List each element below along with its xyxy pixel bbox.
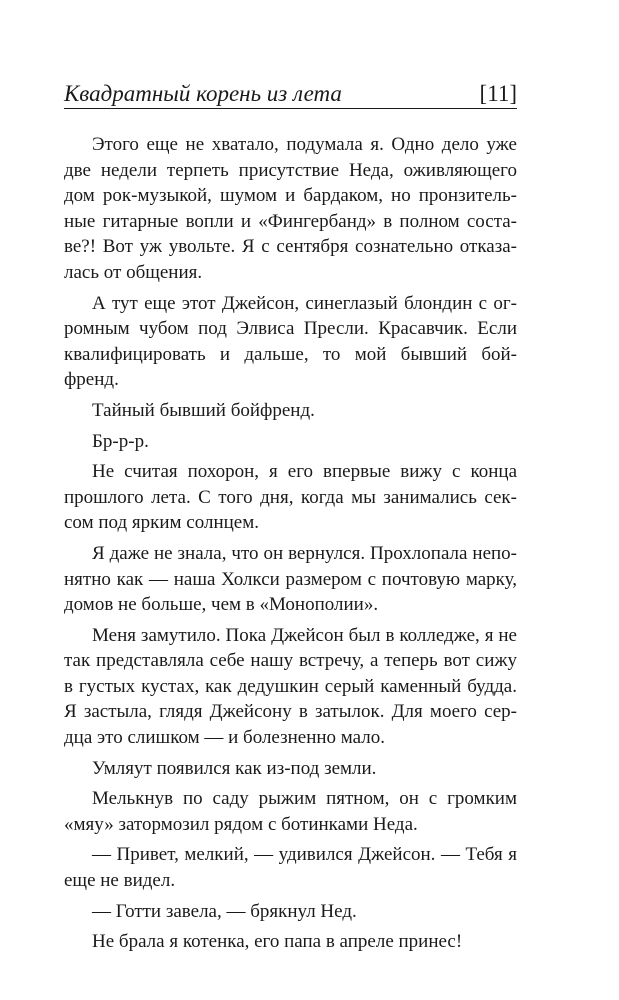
text-line: Не брала я котенка, его папа в апреле принес!	[92, 931, 463, 953]
paragraph	[64, 756, 517, 782]
paragraph	[64, 623, 517, 751]
paragraph	[64, 541, 517, 618]
text-line: Тайный бывший бойфренд.	[92, 399, 315, 421]
page-number: [11]	[479, 81, 517, 106]
paragraph	[64, 842, 517, 893]
text-line: А тут еще этот Джейсон, синеглазый блондин с ог-	[92, 292, 517, 314]
paragraph	[64, 786, 517, 837]
text-line: френд.	[64, 369, 119, 391]
text-line: Не считая похорон, я его впервые вижу с конца	[92, 461, 517, 483]
text-line: две недели терпеть присутствие Неда, оживляющего	[64, 159, 517, 181]
text-line: в густых кустах, как дедушкин серый каменный будда.	[64, 675, 517, 697]
text-line: еще не видел.	[64, 870, 176, 892]
text-line: дом рок-музыкой, шумом и бардаком, но пронзитель-	[64, 185, 517, 207]
text-line: прошлого лета. С того дня, когда мы занимались сек-	[64, 486, 517, 508]
body-text	[64, 132, 517, 960]
text-line: Мелькнув по саду рыжим пятном, он с громким	[92, 788, 517, 810]
text-line: — Готти завела, — брякнул Нед.	[92, 900, 357, 922]
paragraph	[64, 429, 517, 455]
text-line: домов не больше, чем в «Монополии».	[64, 594, 379, 616]
text-line: ве?! Вот уж увольте. Я с сентября сознательно отказа-	[64, 236, 517, 258]
paragraph	[64, 929, 517, 955]
header-rule	[64, 108, 517, 109]
text-line: так представляла себе нашу встречу, а теперь вот сижу	[64, 650, 517, 672]
running-header	[64, 80, 517, 110]
text-line: Я застыла, глядя Джейсону в затылок. Для моего сер-	[64, 701, 517, 723]
running-title: Квадратный корень из лета	[64, 81, 342, 106]
text-line: Я даже не знала, что он вернулся. Прохлопала непо-	[92, 542, 517, 564]
text-line: Меня замутило. Пока Джейсон был в колледже, я не	[92, 624, 517, 646]
text-line: сом под ярким солнцем.	[64, 512, 260, 534]
text-line: квалифицировать и дальше, то мой бывший бой-	[64, 343, 517, 365]
paragraph	[64, 291, 517, 393]
text-line: «мяу» затормозил рядом с ботинками Неда.	[64, 813, 418, 835]
paragraph	[64, 459, 517, 536]
text-line: ные гитарные вопли и «Фингербанд» в полном соста-	[64, 210, 517, 232]
paragraph	[64, 899, 517, 925]
text-line: — Привет, мелкий, — удивился Джейсон. — Тебя я	[92, 844, 517, 866]
text-line: лась от общения.	[64, 261, 203, 283]
text-line: дца это слишком — и болезненно мало.	[64, 727, 386, 749]
text-line: нятно как — наша Холкси размером с почтовую марку,	[64, 568, 517, 590]
text-line: Этого еще не хватало, подумала я. Одно дело уже	[92, 134, 517, 155]
paragraph	[64, 398, 517, 424]
text-line: ромным чубом под Элвиса Пресли. Красавчик. Если	[64, 318, 517, 340]
text-line: Умляут появился как из-под земли.	[92, 757, 377, 779]
text-line: Бр-р-р.	[92, 430, 149, 452]
paragraph	[64, 132, 517, 286]
